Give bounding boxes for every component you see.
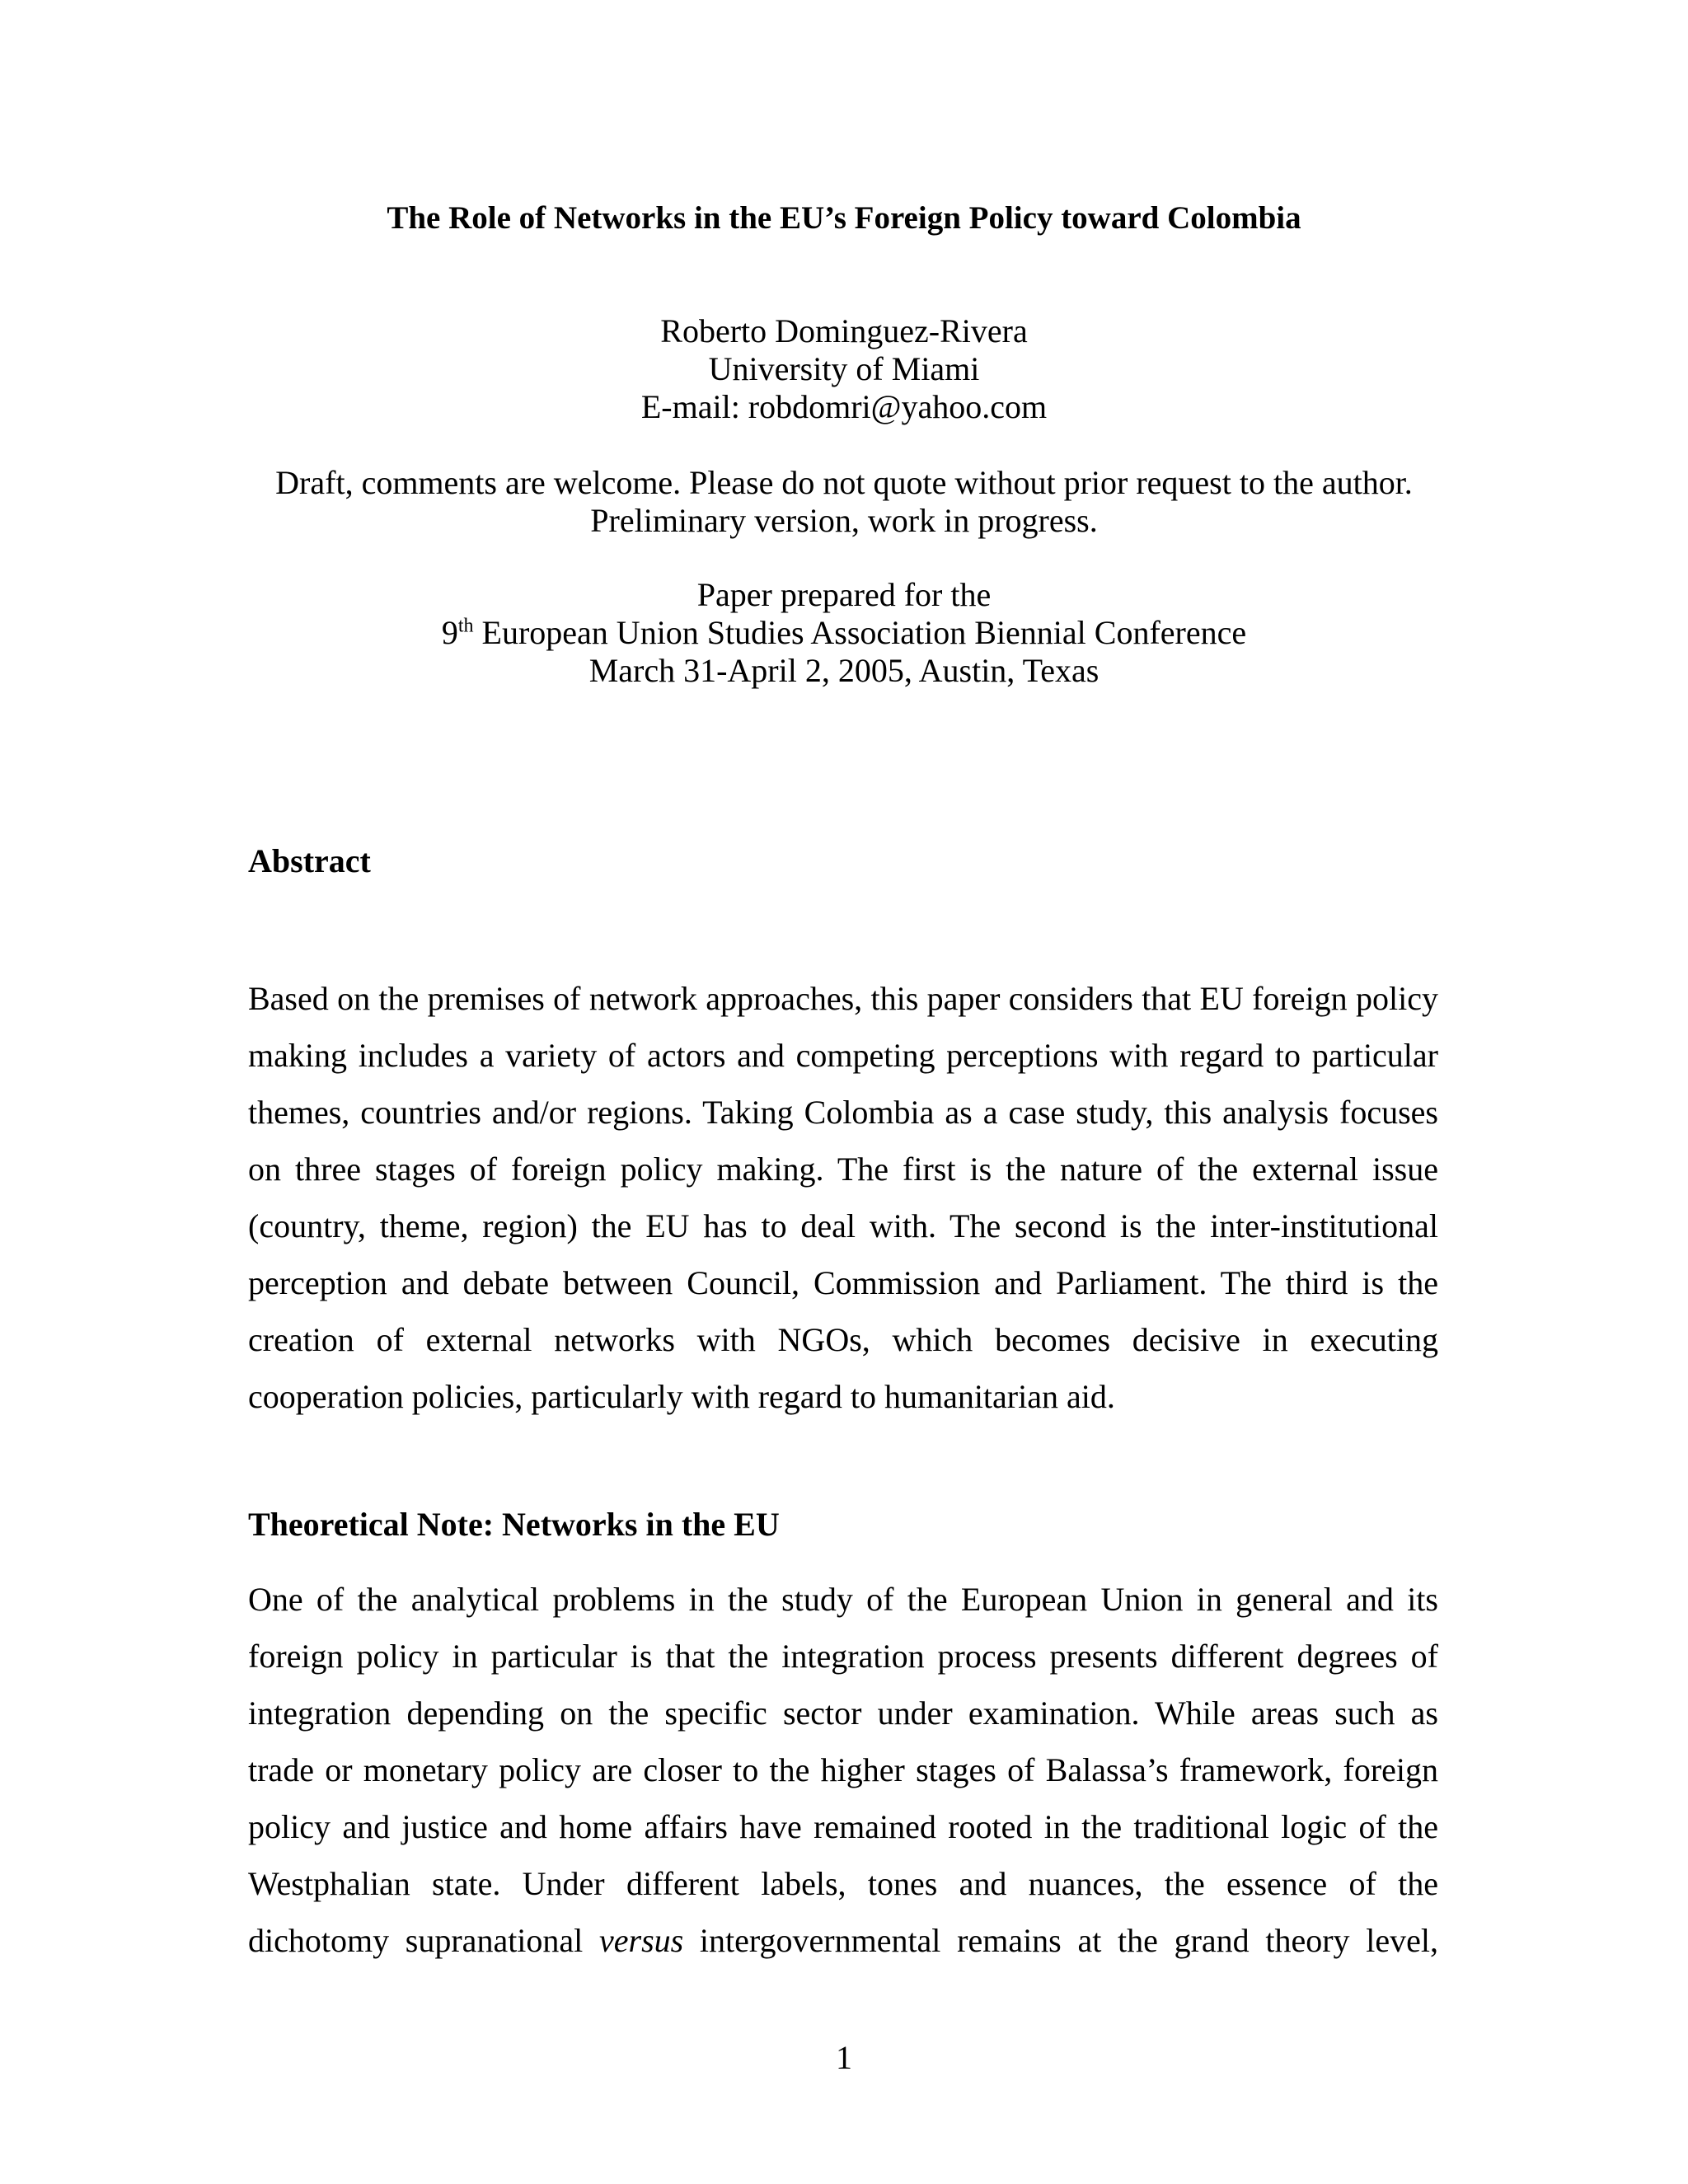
paper-title — [0, 199, 1688, 237]
theory-line-last — [248, 1912, 1438, 1969]
abstract-line: Based on the premises of network approaches, this paper considers that EU foreign policy — [248, 980, 1438, 1017]
theory-line: One of the analytical problems in the study of the European Union in general and its — [248, 1581, 1438, 1618]
abstract-paragraph — [248, 970, 1438, 1425]
page-number: 1 — [836, 2039, 852, 2076]
theory-last-before: dichotomy supranational — [248, 1922, 599, 1959]
author-email: E-mail: robdomri@yahoo.com — [640, 388, 1048, 425]
author-name: Roberto Dominguez-Rivera — [660, 312, 1028, 349]
abstract-heading: Abstract — [248, 842, 371, 879]
abstract-line: themes, countries and/or regions. Taking Colombia as a case study, this analysis focuses — [248, 1094, 1438, 1131]
draft-note-line-1: Draft, comments are welcome. Please do not quote without prior request to the author. — [275, 464, 1413, 501]
theory-last-after: intergovernmental remains at the grand theory level, — [683, 1922, 1438, 1959]
conference-ordinal-number: 9 — [441, 614, 458, 651]
abstract-line: on three stages of foreign policy making. The first is the nature of the external issue — [248, 1151, 1438, 1188]
author-affiliation: University of Miami — [708, 350, 980, 387]
conference-name: European Union Studies Association Biennial Conference — [473, 614, 1247, 651]
theory-line: trade or monetary policy are closer to the higher stages of Balassa’s framework, foreign — [248, 1751, 1438, 1788]
author-block — [0, 312, 1688, 426]
abstract-line: (country, theme, region) the EU has to deal with. The second is the inter-institutional — [248, 1207, 1438, 1244]
conference-line-2 — [0, 614, 1688, 652]
conference-info — [0, 576, 1688, 690]
abstract-line: cooperation policies, particularly with regard to humanitarian aid. — [248, 1378, 1115, 1415]
theory-line: integration depending on the specific sector under examination. While areas such as — [248, 1694, 1438, 1732]
abstract-line: making includes a variety of actors and competing perceptions with regard to particular — [248, 1037, 1438, 1074]
draft-note-line-2: Preliminary version, work in progress. — [590, 502, 1098, 539]
theory-line: policy and justice and home affairs have remained rooted in the traditional logic of the — [248, 1808, 1438, 1845]
theory-last-italic: versus — [599, 1922, 684, 1959]
theory-paragraph — [248, 1571, 1438, 1969]
conference-ordinal-suffix: th — [457, 615, 474, 637]
draft-note — [0, 464, 1688, 540]
theory-line: Westphalian state. Under different labels, tones and nuances, the essence of the — [248, 1865, 1438, 1902]
paper-title-text: The Role of Networks in the EU’s Foreign Policy toward Colombia — [387, 200, 1301, 236]
abstract-line: perception and debate between Council, Commission and Parliament. The third is the — [248, 1264, 1438, 1301]
conference-line-1: Paper prepared for the — [696, 576, 992, 613]
theory-heading: Theoretical Note: Networks in the EU — [248, 1506, 780, 1543]
conference-line-3: March 31-April 2, 2005, Austin, Texas — [588, 652, 1100, 689]
theory-line: foreign policy in particular is that the integration process presents different degrees of — [248, 1638, 1438, 1675]
abstract-line: creation of external networks with NGOs, which becomes decisive in executing — [248, 1321, 1438, 1358]
